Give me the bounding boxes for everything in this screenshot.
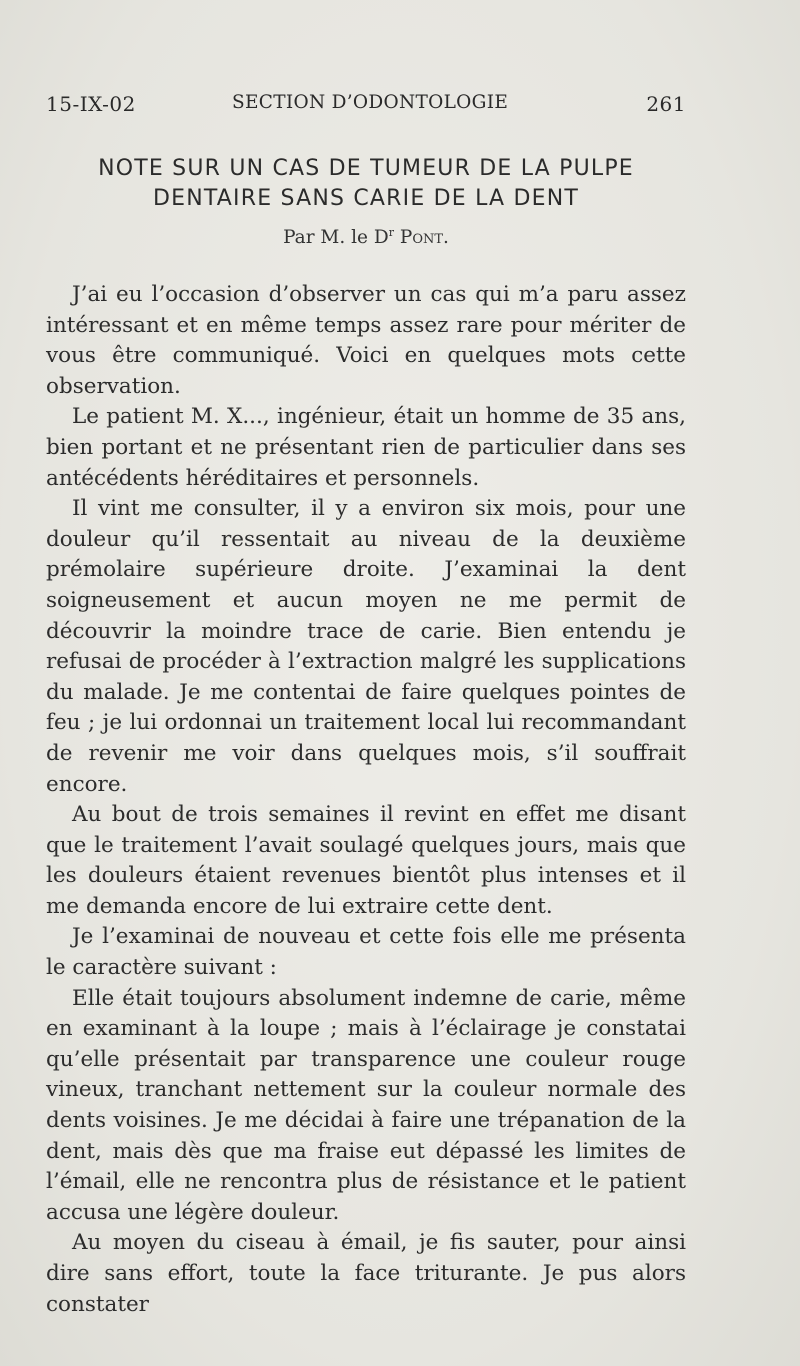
section-title: SECTION D’ODONTOLOGIE [232,92,509,113]
article-title-line-2: DENTAIRE SANS CARIE DE LA DENT [152,186,580,211]
paragraph: Je l’examinai de nouveau et cette fois elle me présenta le caractère suivant : [46,924,686,981]
byline-sup: r [388,226,394,239]
issue-date: 15-IX-02 [46,92,136,116]
paragraph: Il vint me consulter, il y a environ six mois, pour une douleur qu’il ressentait au niveau de la deuxième prémolaire supérieure droite. J’examinai la dent soigneusement et aucun moyen ne me permit de découvrir la moindre trace de carie. Bien entendu je refusai de procéder à l’extraction malgré les supplications du malade. Je me contentai de faire quelques pointes de feu ; je lui ordonnai un traitement local lui recommandant de revenir me voir dans quelques mois, s’il souffrait encore. [46,496,686,797]
article-title [46,154,686,214]
author-name: Pont. [399,227,449,249]
paragraph: Elle était toujours absolument indemne de carie, même en examinant à la loupe ; mais à l’éclairage je constatai qu’elle présentait par transparence une couleur rouge vineux, tranchant nettement sur la couleur normale des dents voisines. Je me décidai à faire une trépanation de la dent, mais dès que ma fraise eut dépassé les limites de l’émail, elle ne rencontra plus de résistance et le patient accusa une légère douleur. [46,985,686,1225]
paragraph: J’ai eu l’occasion d’observer un cas qui m’a paru assez intéressant et en même temps assez rare pour mériter de vous être communiqué. Voici en quelques mots cette observation. [46,282,686,399]
running-head [46,92,686,122]
article-title-line-1: NOTE SUR UN CAS DE TUMEUR DE LA PULPE [98,156,634,181]
article-body [46,280,686,1320]
paragraph: Le patient M. X..., ingénieur, était un homme de 35 ans, bien portant et ne présentant rien de particulier dans ses antécédents héréditaires et personnels. [46,404,686,491]
page-number: 261 [646,92,686,116]
paragraph: Au bout de trois semaines il revint en effet me disant que le traitement l’avait soulagé quelques jours, mais que les douleurs étaient revenues bientôt plus intenses et il me demanda encore de lui extraire cette dent. [46,802,686,919]
byline-prefix: Par M. le D [283,227,389,249]
paragraph: Au moyen du ciseau à émail, je fis sauter, pour ainsi dire sans effort, toute la face triturante. Je pus alors constater [46,1230,686,1317]
author-byline [46,226,686,248]
